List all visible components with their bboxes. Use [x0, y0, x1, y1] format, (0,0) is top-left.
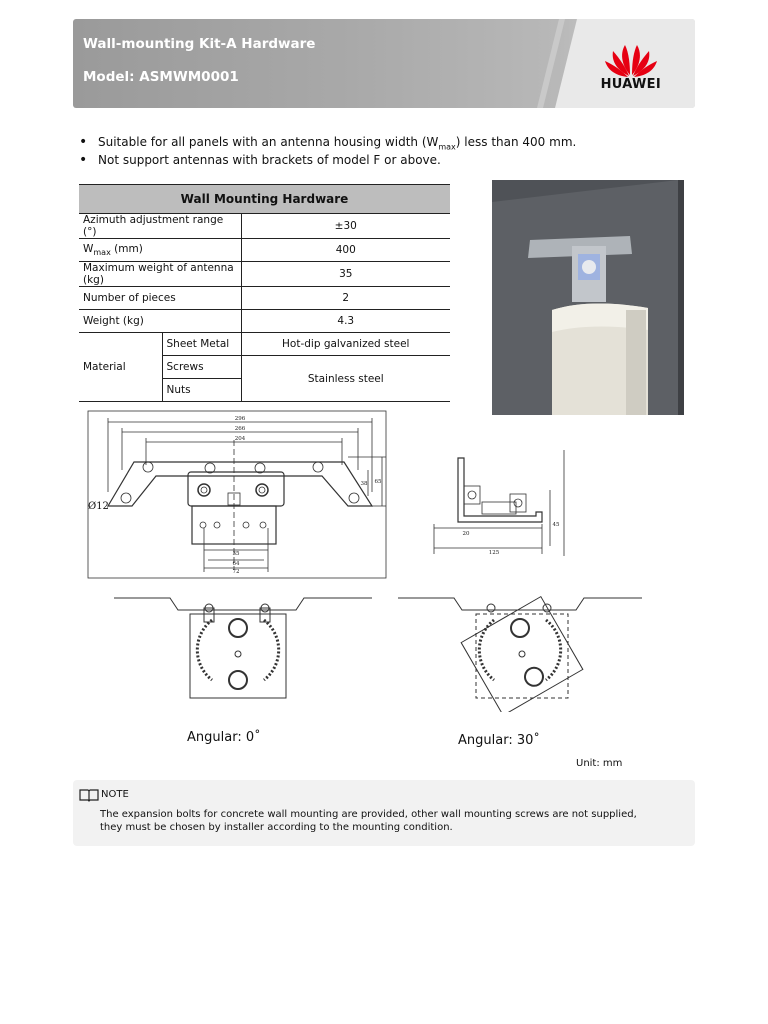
sheet-metal-value: Hot-dip galvanized steel	[241, 333, 450, 356]
bullet-text-2: Not support antennas with brackets of model F or above.	[98, 153, 441, 167]
table-row	[79, 214, 450, 239]
table-row	[79, 239, 450, 262]
side-view-drawing	[430, 450, 566, 558]
book-icon	[79, 788, 99, 802]
list-item	[79, 133, 576, 151]
unit-label: Unit: mm	[576, 758, 623, 769]
table-row	[79, 262, 450, 287]
dim-label: 204	[234, 436, 246, 442]
hole-diameter-label: Ø12	[88, 501, 109, 512]
row-value: ±30	[241, 214, 450, 239]
table-row	[79, 310, 450, 333]
angular-30-caption: Angular: 30˚	[458, 733, 540, 748]
sheet-metal-label: Sheet Metal	[162, 333, 241, 356]
header-banner	[73, 19, 695, 108]
product-render-image	[492, 180, 684, 415]
feature-list	[79, 133, 576, 169]
dim-label: 296	[234, 416, 246, 422]
table-row	[79, 333, 450, 356]
row-label: Azimuth adjustment range (°)	[79, 214, 241, 239]
dim-label: 38	[360, 481, 368, 487]
angular-0-caption: Angular: 0˚	[187, 730, 261, 745]
table-title: Wall Mounting Hardware	[79, 185, 450, 214]
dim-label: 35	[232, 551, 240, 557]
fastener-value: Stainless steel	[241, 356, 450, 402]
row-value: 400	[241, 239, 450, 262]
angular-0-drawing	[112, 590, 374, 712]
spec-table	[79, 184, 450, 402]
dim-label: 45	[552, 522, 560, 528]
nuts-label: Nuts	[162, 379, 241, 402]
angular-30-drawing	[396, 590, 644, 712]
note-label: NOTE	[101, 789, 129, 800]
brand-name: HUAWEI	[600, 77, 661, 92]
dim-label: 72	[232, 569, 240, 575]
screws-label: Screws	[162, 356, 241, 379]
dim-label: 125	[488, 550, 500, 556]
dim-label: 64	[232, 561, 240, 567]
model-number: Model: ASMWM0001	[83, 69, 239, 85]
note-text: The expansion bolts for concrete wall mounting are provided, other wall mounting screws are not supplied, they must be chosen by installer according to the mounting condition.	[100, 809, 637, 833]
row-label: Weight (kg)	[79, 310, 241, 333]
dim-label: 266	[234, 426, 246, 432]
row-label: Maximum weight of antenna (kg)	[79, 262, 241, 287]
row-value: 35	[241, 262, 450, 287]
front-view-drawing	[86, 410, 388, 580]
list-item	[79, 151, 576, 169]
subscript: max	[438, 142, 456, 152]
row-label: Number of pieces	[79, 287, 241, 310]
document-title: Wall-mounting Kit-A Hardware	[83, 36, 316, 52]
note-box	[73, 780, 695, 846]
material-label: Material	[79, 333, 162, 402]
row-value: 2	[241, 287, 450, 310]
row-value: 4.3	[241, 310, 450, 333]
row-label: $W_{max}$ (mm)	[79, 239, 241, 262]
dim-label: 65	[374, 479, 382, 485]
bullet-text-1-end: ) less than 400 mm.	[455, 135, 577, 149]
bullet-text-1: Suitable for all panels with an antenna housing width (W	[98, 135, 439, 149]
dim-label: 20	[462, 531, 470, 537]
table-row	[79, 287, 450, 310]
